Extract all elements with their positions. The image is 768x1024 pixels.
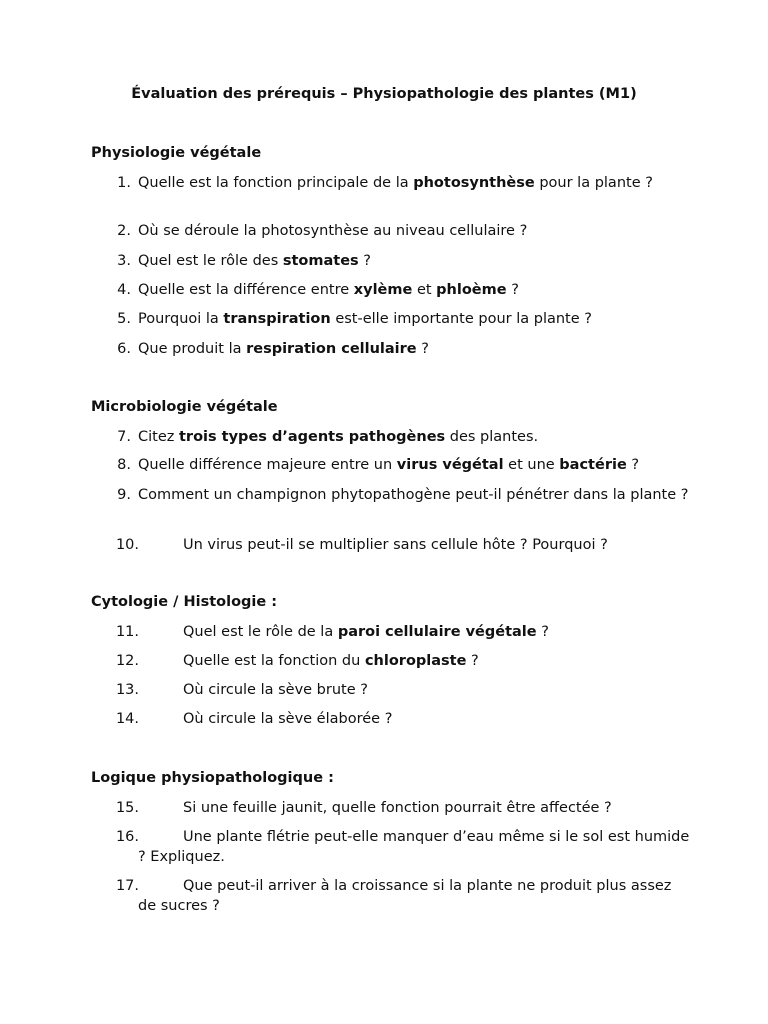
section-heading: Logique physiopathologique :	[91, 770, 334, 786]
question-number: 16.	[115, 829, 139, 845]
emphasized-term: photosynthèse	[413, 175, 535, 191]
question-text	[138, 173, 691, 193]
question-text	[138, 798, 691, 818]
question-item	[91, 876, 691, 916]
question-number: 4.	[117, 282, 131, 298]
question-number: 11.	[115, 624, 139, 640]
question-text-part: est-elle importante pour la plante ?	[330, 311, 592, 327]
question-text-part: ?	[466, 653, 479, 669]
question-text	[138, 251, 691, 271]
question-item	[91, 798, 691, 818]
question-text-part: et une	[503, 457, 560, 473]
question-number: 9.	[117, 487, 131, 503]
emphasized-term: paroi cellulaire végétale	[337, 624, 537, 640]
question-text	[138, 680, 691, 700]
question-text-part: Que produit la	[138, 341, 247, 357]
section-heading: Physiologie végétale	[91, 145, 262, 161]
emphasized-term: respiration cellulaire	[246, 341, 417, 357]
question-item	[91, 339, 691, 359]
question-text-part: ?	[626, 457, 640, 473]
question-number: 5.	[117, 311, 131, 327]
question-item	[91, 535, 691, 555]
question-item	[91, 651, 691, 671]
question-number: 1.	[117, 175, 131, 191]
question-number: 12.	[115, 653, 139, 669]
question-item	[91, 622, 691, 642]
question-text-part: ?	[416, 341, 429, 357]
question-text-part: Où circule la sève élaborée ?	[183, 711, 393, 727]
question-text	[138, 221, 691, 241]
question-number: 8.	[117, 457, 131, 473]
question-item	[91, 455, 691, 475]
question-text	[138, 827, 691, 867]
question-number: 3.	[117, 253, 131, 269]
question-text-part: Quelle est la fonction du	[183, 653, 365, 669]
question-number: 7.	[117, 429, 131, 445]
question-text	[138, 535, 691, 555]
question-text-part: Un virus peut-il se multiplier sans cellule hôte ? Pourquoi ?	[183, 537, 608, 553]
emphasized-term: xylème	[353, 282, 413, 298]
question-text-part: ?	[506, 282, 519, 298]
question-text	[138, 339, 691, 359]
question-number: 15.	[115, 800, 139, 816]
emphasized-term: trois types d’agents pathogènes	[178, 429, 446, 445]
question-text	[138, 622, 691, 642]
section-heading: Microbiologie végétale	[91, 399, 278, 415]
question-number: 2.	[117, 223, 131, 239]
section-heading: Cytologie / Histologie :	[91, 594, 278, 610]
question-text	[138, 427, 691, 447]
question-number: 14.	[115, 711, 139, 727]
question-text-part: Si une feuille jaunit, quelle fonction pourrait être affectée ?	[183, 800, 612, 816]
question-item	[91, 309, 691, 329]
emphasized-term: transpiration	[223, 311, 331, 327]
question-number: 10.	[115, 537, 139, 553]
question-text	[138, 651, 691, 671]
question-text	[138, 309, 691, 329]
document-title: Évaluation des prérequis – Physiopathologie des plantes (M1)	[131, 86, 637, 102]
question-text-part: Une plante flétrie peut-elle manquer d’eau même si le sol est humide ? Expliquez.	[138, 829, 690, 865]
question-text-part: et	[412, 282, 437, 298]
question-text-part: Que peut-il arriver à la croissance si la plante ne produit plus assez de sucres ?	[138, 878, 672, 914]
question-text-part: pour la plante ?	[534, 175, 653, 191]
question-item	[91, 280, 691, 300]
emphasized-term: chloroplaste	[364, 653, 467, 669]
question-item	[91, 709, 691, 729]
question-number: 13.	[115, 682, 139, 698]
question-text-part: Quel est le rôle des	[138, 253, 283, 269]
question-item	[91, 221, 691, 241]
question-text-part: Quelle est la différence entre	[138, 282, 354, 298]
question-text-part: ?	[536, 624, 549, 640]
question-item	[91, 251, 691, 271]
question-text	[138, 455, 691, 475]
question-text-part: ?	[358, 253, 371, 269]
emphasized-term: phloème	[436, 282, 507, 298]
emphasized-term: stomates	[282, 253, 359, 269]
question-number: 6.	[117, 341, 131, 357]
question-text	[138, 280, 691, 300]
question-text-part: Citez	[138, 429, 179, 445]
question-text-part: Quelle est la fonction principale de la	[138, 175, 414, 191]
question-text-part: Comment un champignon phytopathogène peut-il pénétrer dans la plante ?	[138, 487, 689, 503]
question-item	[91, 485, 691, 505]
question-text	[138, 485, 691, 505]
question-text-part: des plantes.	[445, 429, 539, 445]
question-text-part: Pourquoi la	[138, 311, 224, 327]
question-item	[91, 827, 691, 867]
question-text	[138, 876, 691, 916]
question-item	[91, 427, 691, 447]
question-text-part: Où circule la sève brute ?	[183, 682, 368, 698]
question-item	[91, 173, 691, 193]
question-text-part: Quel est le rôle de la	[183, 624, 338, 640]
question-number: 17.	[115, 878, 139, 894]
question-text-part: Quelle différence majeure entre un	[138, 457, 397, 473]
question-text	[138, 709, 691, 729]
emphasized-term: virus végétal	[396, 457, 504, 473]
emphasized-term: bactérie	[559, 457, 627, 473]
question-item	[91, 680, 691, 700]
question-text-part: Où se déroule la photosynthèse au niveau cellulaire ?	[138, 223, 528, 239]
